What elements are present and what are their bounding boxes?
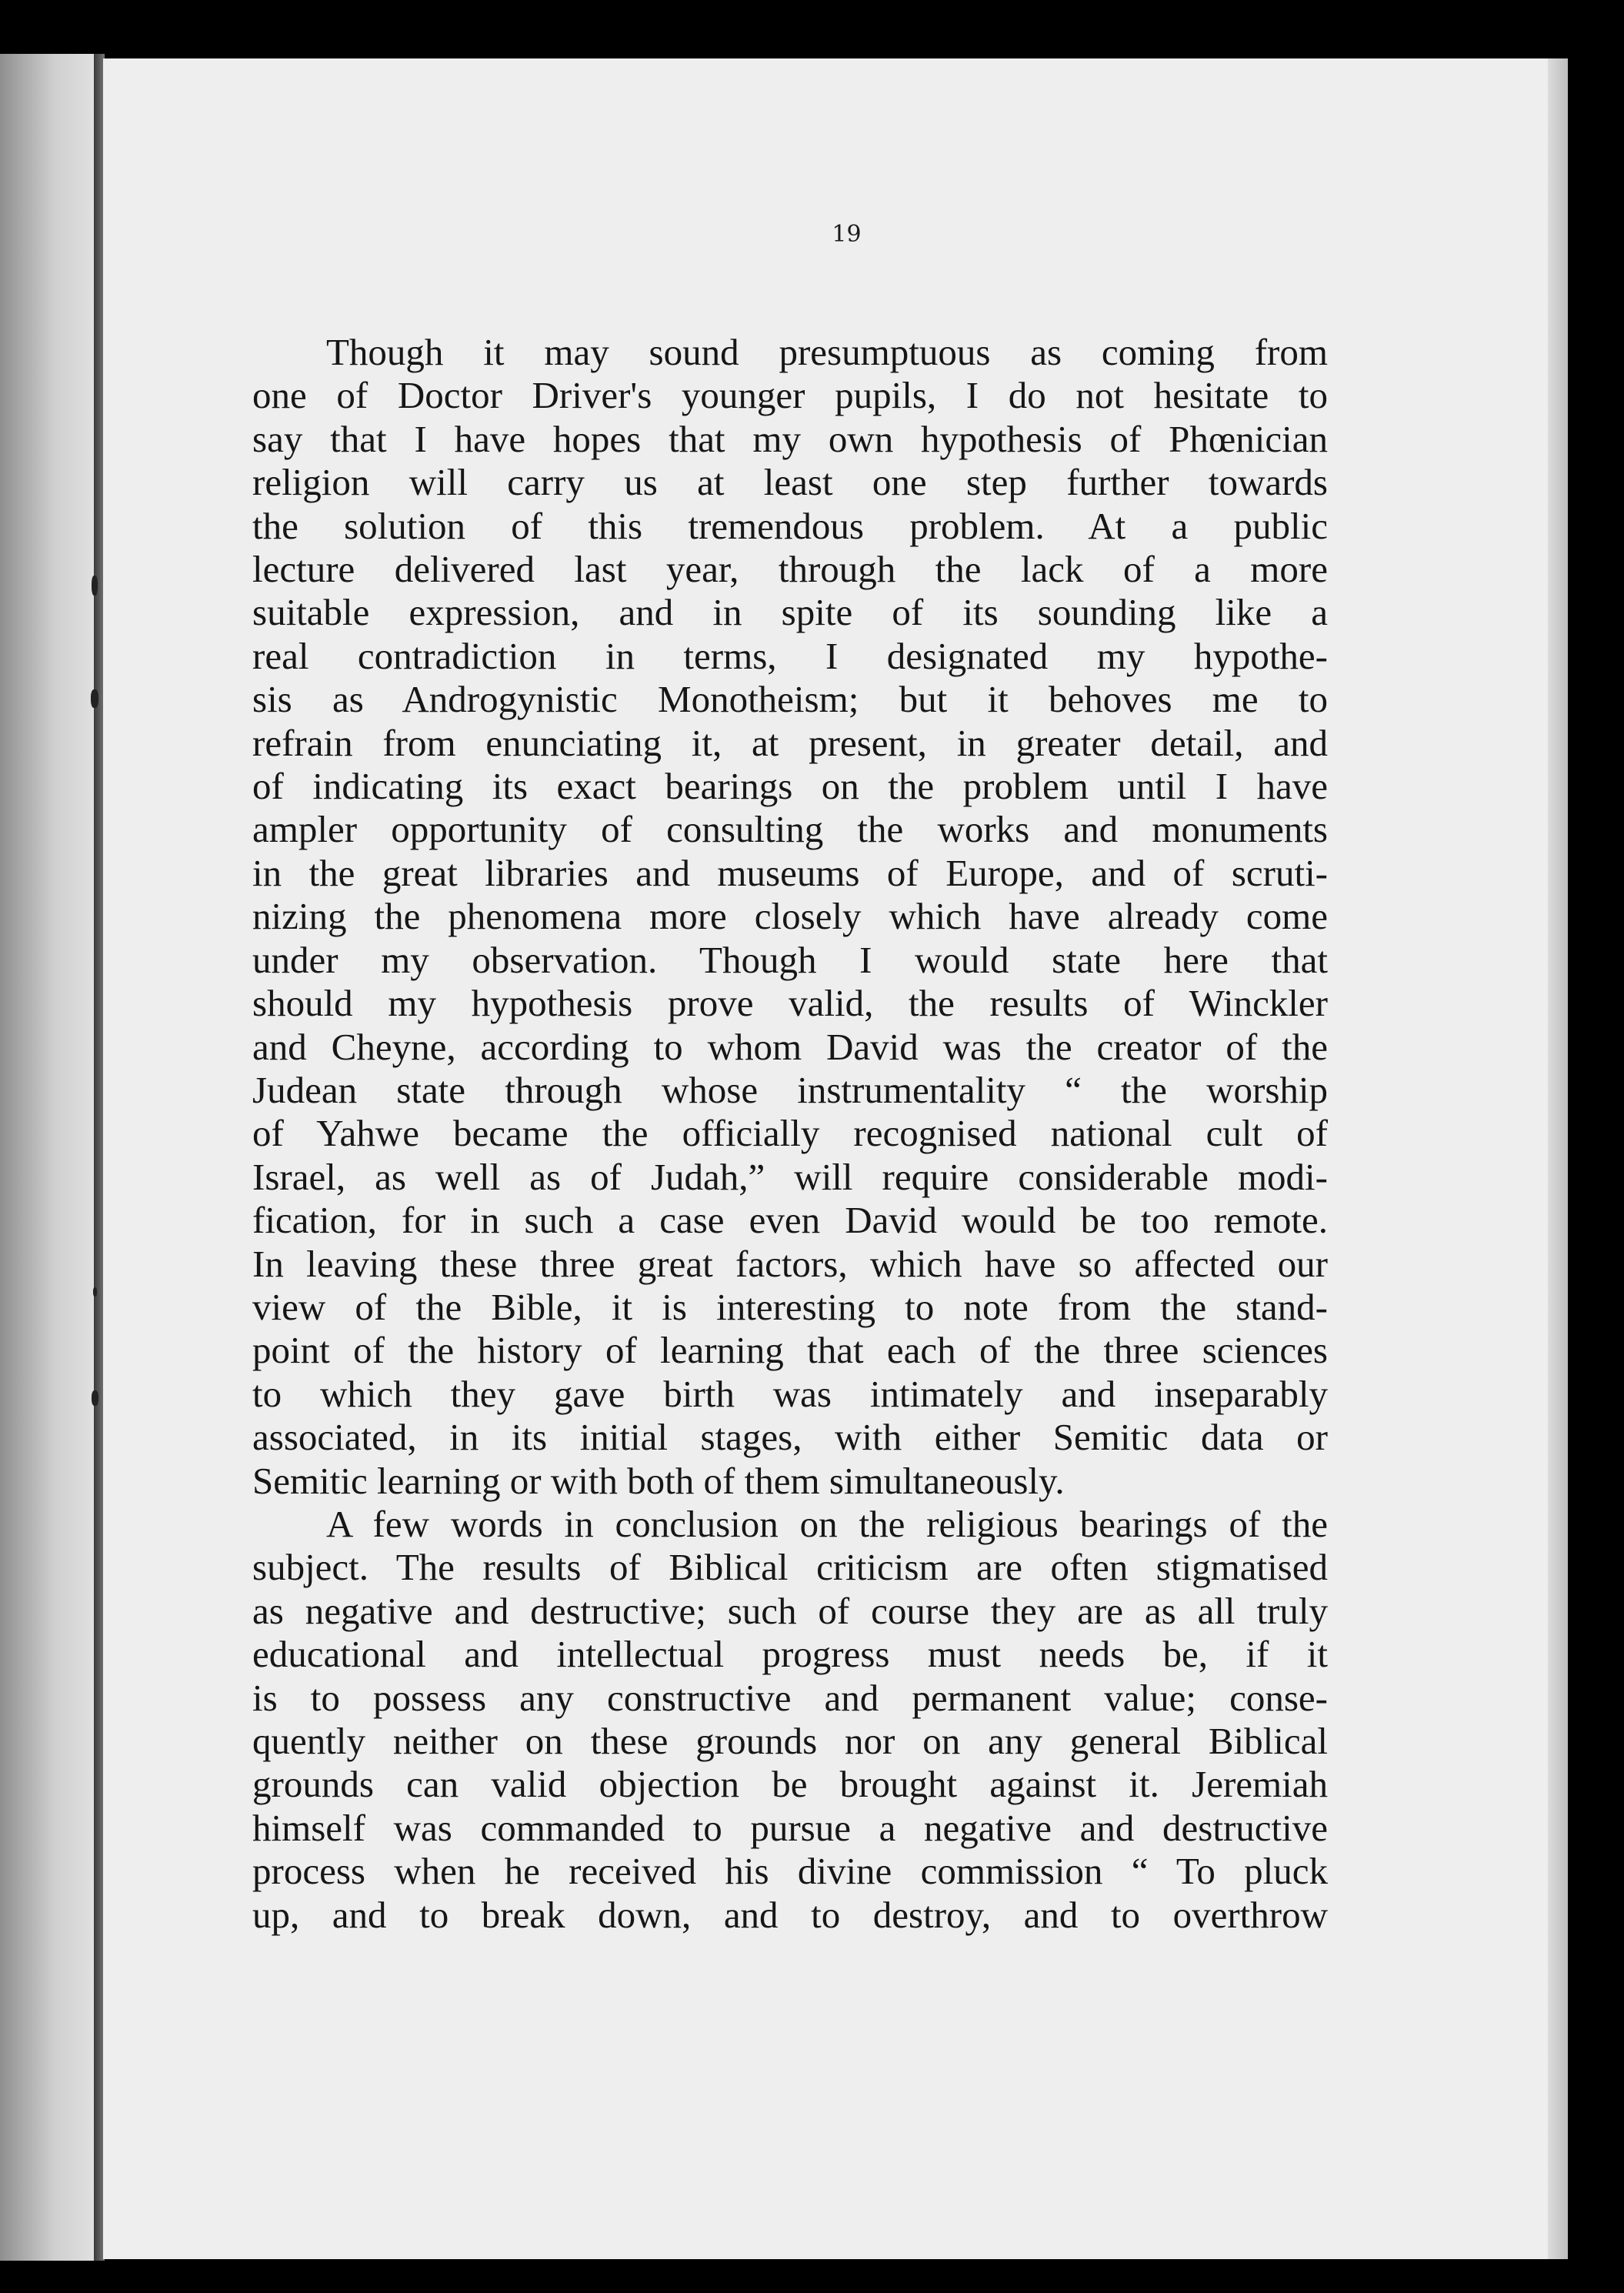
text-line: fication, for in such a case even David would be too remote. (252, 1199, 1328, 1242)
text-line: to which they gave birth was intimately and inseparably (252, 1372, 1328, 1415)
text-line: quently neither on these grounds nor on any general Biblical (252, 1720, 1328, 1762)
text-line: view of the Bible, it is interesting to note from the stand- (252, 1285, 1328, 1328)
margin-speck (92, 576, 98, 596)
text-line: real contradiction in terms, I designated my hypothe- (252, 634, 1328, 677)
text-line: is to possess any constructive and permanent value; conse- (252, 1676, 1328, 1719)
text-line: subject. The results of Biblical criticism are often stigmatised (252, 1546, 1328, 1589)
text-line: and Cheyne, according to whom David was the creator of the (252, 1025, 1328, 1068)
text-line: refrain from enunciating it, at present, in greater detail, and (252, 721, 1328, 764)
text-line: Though it may sound presumptuous as coming from (326, 331, 1328, 373)
page-number: 19 (832, 221, 862, 248)
text-line: associated, in its initial stages, with either Semitic data or (252, 1416, 1328, 1459)
text-line: In leaving these three great factors, which have so affected our (252, 1242, 1328, 1285)
text-line: lecture delivered last year, through the lack of a more (252, 548, 1328, 591)
paragraph (252, 331, 1328, 1503)
margin-speck (91, 689, 98, 708)
text-line: sis as Androgynistic Monotheism; but it behoves me to (252, 678, 1328, 721)
page-body (252, 331, 1328, 1937)
text-line: himself was commanded to pursue a negative and destructive (252, 1806, 1328, 1849)
text-line: one of Doctor Driver's younger pupils, I do not hesitate to (252, 374, 1328, 417)
text-line: process when he received his divine commission “ To pluck (252, 1850, 1328, 1893)
text-line: Judean state through whose instrumentality “ the worship (252, 1068, 1328, 1111)
text-line: A few words in conclusion on the religious bearings of the (326, 1502, 1328, 1545)
text-line: should my hypothesis prove valid, the results of Winckler (252, 982, 1328, 1025)
margin-speck (93, 1287, 97, 1297)
text-line: of Yahwe became the officially recognised national cult of (252, 1112, 1328, 1155)
right-page-edge (1548, 58, 1568, 2259)
text-line: suitable expression, and in spite of its sounding like a (252, 591, 1328, 634)
text-line: the solution of this tremendous problem. At a public (252, 504, 1328, 547)
text-line: in the great libraries and museums of Europe, and of scruti- (252, 851, 1328, 894)
paragraph (252, 1503, 1328, 1937)
text-line: under my observation. Though I would state here that (252, 938, 1328, 981)
text-line: religion will carry us at least one step further towards (252, 461, 1328, 504)
text-line: educational and intellectual progress must needs be, if it (252, 1633, 1328, 1676)
text-line: nizing the phenomena more closely which have already come (252, 895, 1328, 938)
text-line: Semitic learning or with both of them simultaneously. (252, 1459, 1065, 1502)
left-page-edge (0, 54, 98, 2261)
text-line: point of the history of learning that each of the three sciences (252, 1329, 1328, 1372)
text-line: say that I have hopes that my own hypothesis of Phœnician (252, 417, 1328, 460)
text-line: grounds can valid objection be brought against it. Jeremiah (252, 1763, 1328, 1806)
text-line: up, and to break down, and to destroy, and to overthrow (252, 1893, 1328, 1936)
text-line: ampler opportunity of consulting the works and monuments (252, 808, 1328, 851)
margin-speck (92, 1390, 98, 1406)
text-line: of indicating its exact bearings on the problem until I have (252, 765, 1328, 808)
text-line: as negative and destructive; such of course they are as all truly (252, 1589, 1328, 1632)
text-line: Israel, as well as of Judah,” will require considerable modi- (252, 1155, 1328, 1198)
